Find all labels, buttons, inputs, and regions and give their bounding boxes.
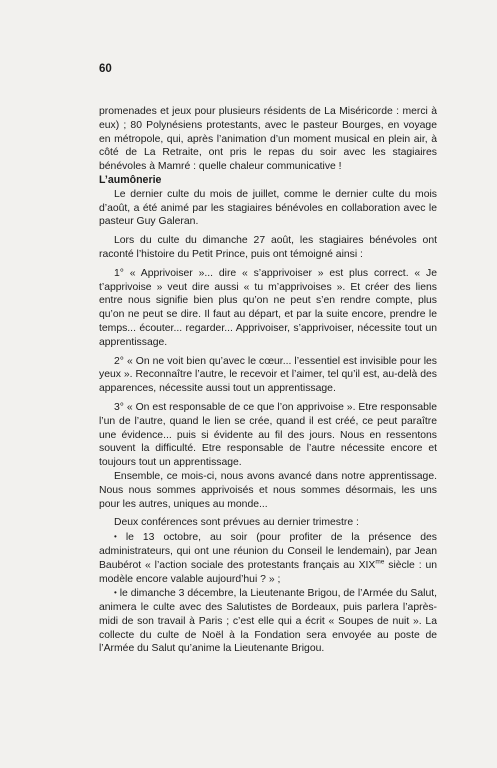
bullet-mark: • [114, 588, 117, 598]
superscript-me: me [375, 558, 385, 566]
point-apprivoiser: 1° « Apprivoiser »... dire « s’apprivoiser » est plus correct. « Je t’apprivoise » veut dire aussi « tu m’apprivoises ». Et créer des liens entre nous signifie bien plus qu’on ne peut s’en rendre compte, plus qu’on ne peut se dire. Il faut au départ, et par la suite encore, prendre le temps... écouter... regarder... Apprivoiser, s’apprivoiser, nécessite tout un apprentissage. [99, 267, 437, 348]
paragraph-culte: Le dernier culte du mois de juillet, comme le dernier culte du mois d’août, a été animé par les stagiaires bénévoles en collaboration avec le pasteur Guy Galeran. [99, 188, 437, 228]
bullet-conference-octobre [99, 530, 437, 586]
section-heading: L’aumônerie [99, 173, 162, 186]
page-number: 60 [99, 63, 112, 75]
paragraph-ensemble: Ensemble, ce mois-ci, nous avons avancé dans notre apprentissage. Nous nous sommes apprivoisés et nous sommes désormais, les uns pour les autres, uniques au monde... [99, 470, 437, 510]
bullet-conference-decembre [99, 586, 437, 656]
point-responsable: 3° « On est responsable de ce que l’on apprivoise ». Etre responsable l’un de l’autre, quand le lien se crée, quand il est créé, ce peut paraître une évidence... puis si évidente au fil des jours. Nous en ressentons souvent la difficulté. Etre responsable de l’autre nécessite encore et toujours tout un apprentissage. [99, 401, 437, 469]
intro-paragraph: promenades et jeux pour plusieurs résidents de La Miséricorde : merci à eux) ; 80 Polynésiens protestants, avec le pasteur Bourges, en voyage en métropole, qui, après l’animation d’un moment musical en plein air, à côté de La Retraite, ont pris le repas du soir avec les stagiaires bénévoles à Mamré : quelle chaleur communicative ! [99, 106, 437, 173]
bullet-text-start: le 13 octobre, au soir (pour profiter de la présence des administrateurs, qui ont une réunion du Conseil le lendemain), par Jean Baubérot « l’action sociale des protestants français au XIX [99, 532, 437, 571]
point-coeur: 2° « On ne voit bien qu’avec le cœur... l’essentiel est invisible pour les yeux ». Reconnaître l’autre, le recevoir et l’aimer, tel qu’il est, au-delà des apparences, nécessite aussi tout un apprentissage. [99, 355, 437, 395]
body-text [99, 105, 437, 656]
bullet-text: le dimanche 3 décembre, la Lieutenante Brigou, de l’Armée du Salut, animera le culte avec des Salutistes de Bordeaux, puis parlera l’après-midi de son travail à Paris ; c’est elle qui a écrit « Soupes de nuit ». La collecte du culte de Noël à la Fondation sera envoyée au poste de l’Armée du Salut qu’anime la Lieutenante Brigou. [99, 588, 437, 655]
bullet-mark: • [114, 532, 117, 542]
paragraph-petit-prince: Lors du culte du dimanche 27 août, les stagiaires bénévoles ont raconté l’histoire du Petit Prince, puis ont témoigné ainsi : [99, 235, 437, 260]
bullet-text-end: siècle : un modèle encore valable aujourd’hui ? » ; [99, 559, 437, 585]
paragraph-conferences: Deux conférences sont prévues au dernier trimestre : [114, 517, 359, 529]
